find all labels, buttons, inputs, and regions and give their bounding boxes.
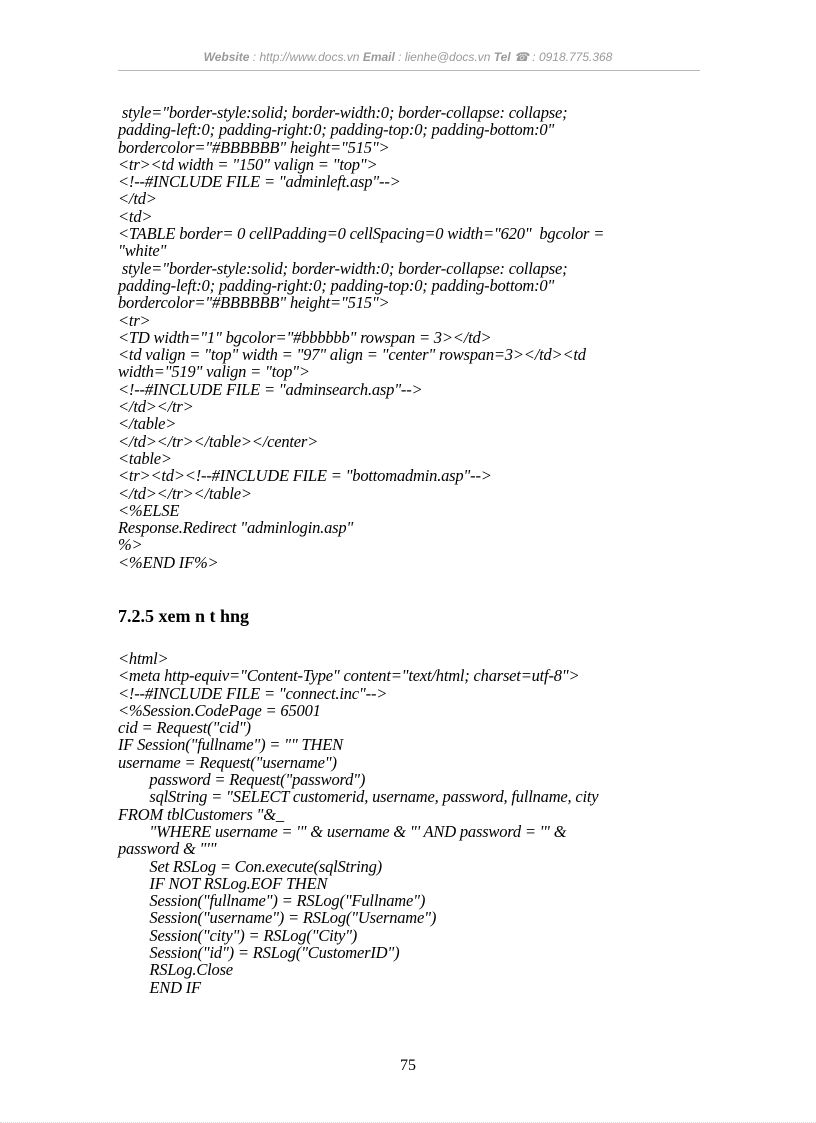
header-divider <box>118 70 700 71</box>
page-number: 75 <box>400 1057 416 1074</box>
page-header <box>0 50 816 64</box>
website-label: Website <box>203 50 250 64</box>
code-block-1: style="border-style:solid; border-width:0; border-collapse: collapse; padding-left:0; padding-right:0; padding-top:0; padding-bottom:0" bordercolor="#BBBBBB" height="515"> <tr><td width = "150" valign = "top"> <!--#INCLUDE FILE = "adminleft.asp"--> </td> <td> <TABLE border= 0 cellPadding=0 cellSpacing=0 width="620" bgcolor = "white" style="border-style:solid; border-width:0; border-collapse: collapse; padding-left:0; padding-right:0; padding-top:0; padding-bottom:0" bordercolor="#BBBBBB" height="515"> <tr> <TD width="1" bgcolor="#bbbbbb" rowspan = 3></td> <td valign = "top" width = "97" align = "center" rowspan=3></td><td width="519" valign = "top"> <!--#INCLUDE FILE = "adminsearch.asp"--> </td></tr> </table> </td></tr></table></center> <table> <tr><td><!--#INCLUDE FILE = "bottomadmin.asp"--> </td></tr></table> <%ELSE Response.Redirect "adminlogin.asp" %> <%END IF%> <box>118 103 605 572</box>
tel-value: ☎ : 0918.775.368 <box>510 50 613 64</box>
tel-label: Tel <box>493 50 511 64</box>
section-heading: 7.2.5 xem n t hng <box>118 606 250 626</box>
email-value: : lienhe@docs.vn <box>394 50 494 64</box>
code-block-2: <html> <meta http-equiv="Content-Type" content="text/html; charset=utf-8"> <!--#INCLUDE FILE = "connect.inc"--> <%Session.CodePage = 65001 cid = Request("cid") IF Session("fullname") = "" THEN username = Request("username") password = Request("password") sqlString = "SELECT customerid, username, password, fullname, city FROM tblCustomers "&_ "WHERE username = '" & username & "' AND password = '" & password & "'" Set RSLog = Con.execute(sqlString) IF NOT RSLog.EOF THEN Session("fullname") = RSLog("Fullname") Session("username") = RSLog("Username") Session("city") = RSLog("City") Session("id") = RSLog("CustomerID") RSLog.Close END IF <box>118 649 599 997</box>
email-label: Email <box>362 50 395 64</box>
website-value: : http://www.docs.vn <box>249 50 363 64</box>
